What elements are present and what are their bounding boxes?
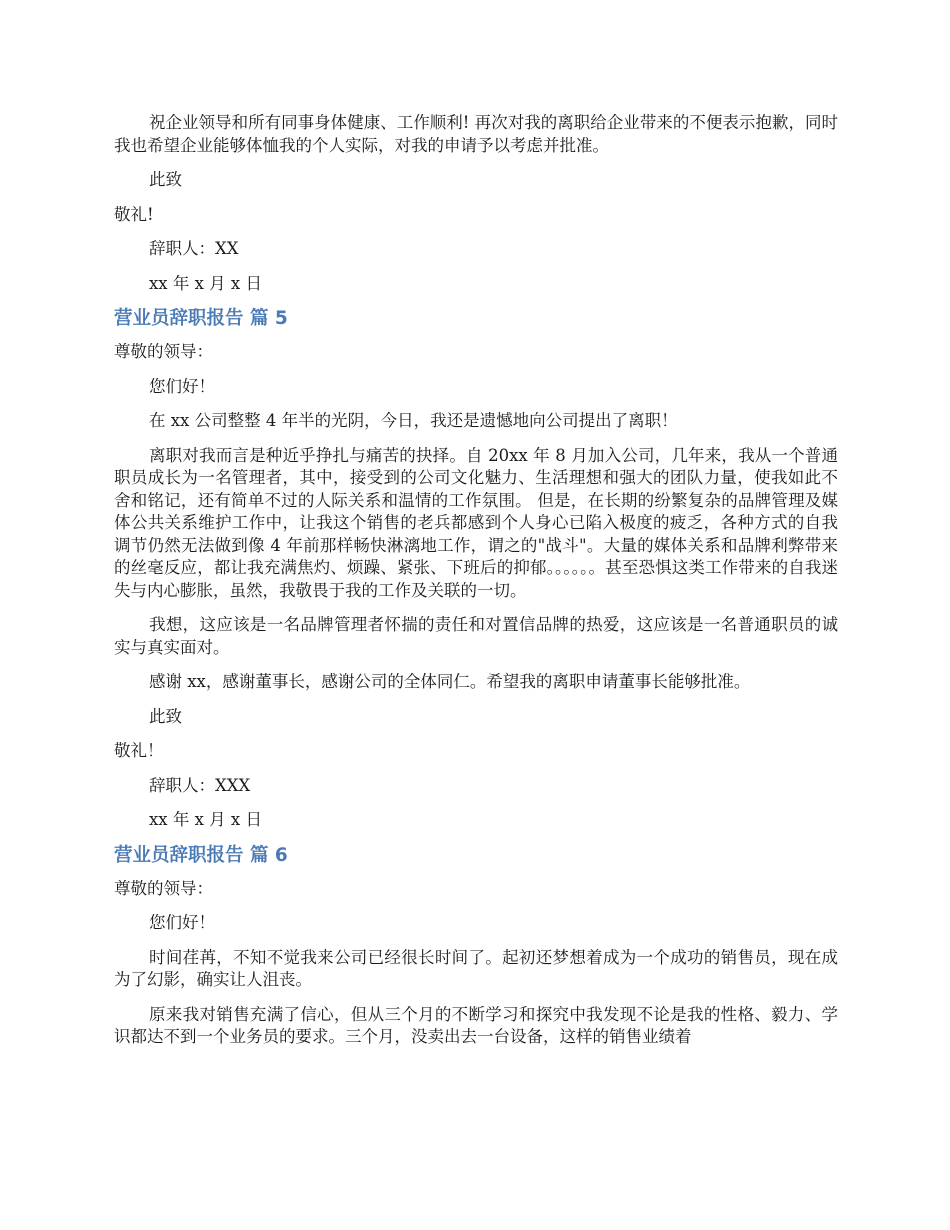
paragraph: 离职对我而言是种近乎挣扎与痛苦的抉择。自 20xx 年 8 月加入公司，几年来，我从一个普通职员成长为一名管理者，其中，接受到的公司文化魅力、生活理想和强大的团队力量，使我如此不舍和铭记，还有简单不过的人际关系和温情的工作氛围。 但是，在长期的纷繁复杂的品牌管理及媒体公共关系维护工作中，让我这个销售的老兵都感到个人身心已陷入极度的疲乏，各种方式的自我调节仍然无法做到像 4 年前那样畅快淋漓地工作，谓之的"战斗"。大量的媒体关系和品牌利弊带来的丝毫反应，都让我充满焦灼、烦躁、紧张、下班后的抑郁。。。。。。甚至恐惧这类工作带来的自我迷失与内心膨胀，虽然，我敬畏于我的工作及关联的一切。 bbox=[114, 445, 838, 600]
paragraph: 辞职人：XX bbox=[149, 239, 239, 258]
section-heading: 营业员辞职报告 篇 6 bbox=[114, 844, 288, 866]
paragraph: 原来我对销售充满了信心，但从三个月的不断学习和探究中我发现不论是我的性格、毅力、学识都达不到一个业务员的要求。三个月，没卖出去一台设备，这样的销售业绩着 bbox=[114, 1004, 838, 1046]
paragraph: 尊敬的领导： bbox=[114, 878, 213, 898]
paragraph: 您们好！ bbox=[149, 913, 215, 932]
paragraph: 时间荏苒，不知不觉我来公司已经很长时间了。起初还梦想着成为一个成功的销售员，现在成为了幻影，确实让人沮丧。 bbox=[114, 947, 838, 989]
paragraph: 在 xx 公司整整 4 年半的光阴，今日，我还是遗憾地向公司提出了离职！ bbox=[149, 411, 678, 430]
section-heading: 营业员辞职报告 篇 5 bbox=[114, 308, 288, 329]
paragraph: 尊敬的领导： bbox=[114, 342, 213, 361]
paragraph: xx 年 x 月 x 日 bbox=[149, 810, 262, 829]
document-page bbox=[114, 112, 838, 1061]
paragraph: 敬礼！ bbox=[114, 741, 164, 760]
paragraph: 此致 bbox=[149, 170, 182, 189]
paragraph: 我想，这应该是一名品牌管理者怀揣的责任和对置信品牌的热爱，这应该是一名普通职员的诚实与真实面对。 bbox=[114, 615, 838, 657]
paragraph: xx 年 x 月 x 日 bbox=[149, 273, 262, 293]
paragraph: 您们好！ bbox=[149, 376, 215, 396]
paragraph: 感谢 xx，感谢董事长，感谢公司的全体同仁。希望我的离职申请董事长能够批准。 bbox=[149, 672, 751, 691]
paragraph: 祝企业领导和所有同事身体健康、工作顺利! 再次对我的离职给企业带来的不便表示抱歉，同时我也希望企业能够体恤我的个人实际，对我的申请予以考虑并批准。 bbox=[114, 113, 838, 155]
paragraph: 辞职人：XXX bbox=[149, 775, 251, 795]
paragraph: 敬礼! bbox=[114, 204, 154, 224]
paragraph: 此致 bbox=[149, 706, 182, 726]
